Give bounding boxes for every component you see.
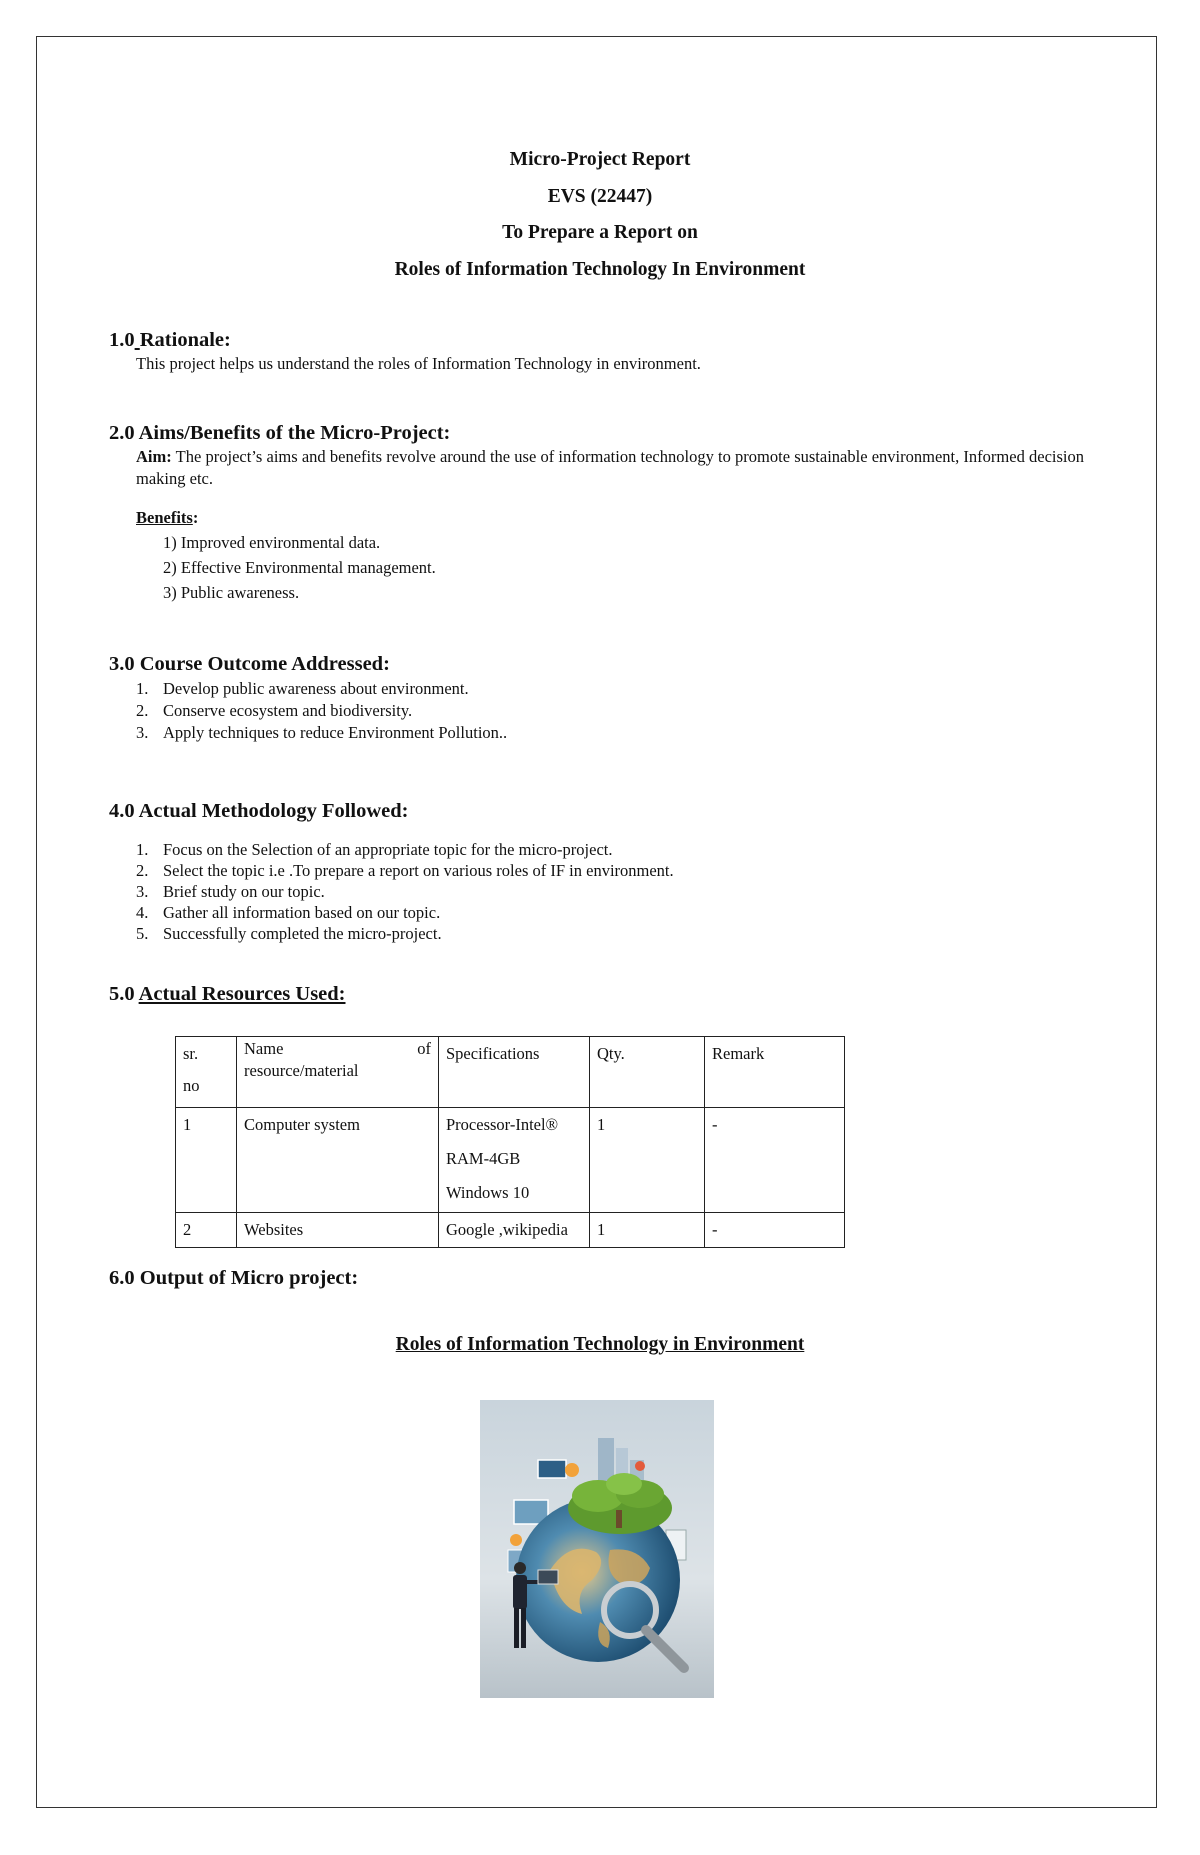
header-name <box>237 1037 439 1108</box>
header-qty-text: Qty. <box>597 1044 625 1063</box>
list-number: 2. <box>136 861 149 880</box>
cell-sr-text: 2 <box>183 1220 192 1239</box>
aim-label: Aim: <box>136 447 172 466</box>
report-topic: Roles of Information Technology In Environment <box>394 258 806 280</box>
header-remark <box>705 1037 845 1108</box>
aim-text: The project’s aims and benefits revolve around the use of information technology to promote sustainable environment, Informed decision making etc. <box>136 447 1084 488</box>
spec-ram: RAM-4GB <box>446 1149 521 1168</box>
header-sr: sr. <box>183 1044 199 1063</box>
list-number: 1. <box>136 840 149 859</box>
methodology-list <box>136 839 674 944</box>
section-1-title: Rationale: <box>139 329 231 351</box>
header-sr-no <box>176 1037 237 1108</box>
header-specifications <box>439 1037 590 1108</box>
list-text: Develop public awareness about environment. <box>163 679 469 698</box>
course-outcome-list <box>136 678 507 744</box>
section-1-number: 1.0 <box>109 329 135 351</box>
list-text: Conserve ecosystem and biodiversity. <box>163 701 413 720</box>
list-item <box>136 902 674 923</box>
cell-specs <box>439 1108 590 1213</box>
cell-sr-text: 1 <box>183 1115 192 1134</box>
section-1-heading <box>109 329 231 352</box>
list-text: Focus on the Selection of an appropriate topic for the micro-project. <box>163 840 613 859</box>
list-item <box>136 881 674 902</box>
benefits-label: Benefits <box>136 508 193 527</box>
list-number: 3. <box>136 882 149 901</box>
list-number: 4. <box>136 903 149 922</box>
list-item <box>136 678 507 700</box>
list-text: Gather all information based on our topic. <box>163 903 441 922</box>
list-text: Apply techniques to reduce Environment Pollution.. <box>163 723 508 742</box>
list-item: 3) Public awareness. <box>163 583 300 602</box>
section-4-heading: 4.0 Actual Methodology Followed: <box>109 800 409 822</box>
report-subtitle: To Prepare a Report on <box>502 222 698 243</box>
benefits-list <box>163 530 436 605</box>
list-text: Brief study on our topic. <box>163 882 325 901</box>
benefits-colon: : <box>192 508 199 527</box>
spec-processor: Processor-Intel® <box>446 1115 559 1134</box>
cell-remark <box>705 1213 845 1248</box>
cell-qty-text: 1 <box>597 1220 606 1239</box>
header-qty <box>590 1037 705 1108</box>
report-title-block <box>0 142 1200 288</box>
list-number: 2. <box>136 701 149 720</box>
header-remark-text: Remark <box>712 1044 765 1063</box>
section-3-heading: 3.0 Course Outcome Addressed: <box>109 653 390 675</box>
header-of-word: of <box>417 1039 431 1058</box>
cell-name <box>237 1213 439 1248</box>
cell-sr <box>176 1108 237 1213</box>
list-text: Successfully completed the micro-project. <box>163 924 442 943</box>
cell-qty <box>590 1213 705 1248</box>
section-5-number: 5.0 <box>109 983 135 1005</box>
table-row <box>176 1213 845 1248</box>
section-2-heading: 2.0 Aims/Benefits of the Micro-Project: <box>109 422 451 444</box>
cell-qty <box>590 1108 705 1213</box>
header-resource-material: resource/material <box>244 1061 359 1080</box>
cell-specs-text: Google ,wikipedia <box>446 1220 568 1239</box>
cell-sr <box>176 1213 237 1248</box>
output-title: Roles of Information Technology in Environment <box>395 1334 805 1355</box>
cell-specs <box>439 1213 590 1248</box>
cell-remark-text: - <box>712 1220 718 1239</box>
header-name-word: Name <box>244 1039 284 1058</box>
list-item <box>136 860 674 881</box>
benefits-heading <box>136 508 198 528</box>
list-item <box>136 722 507 744</box>
list-number: 1. <box>136 679 149 698</box>
list-number: 3. <box>136 723 149 742</box>
cell-remark-text: - <box>712 1115 718 1134</box>
list-text: Select the topic i.e .To prepare a report on various roles of IF in environment. <box>163 861 674 880</box>
section-5-heading <box>109 983 346 1006</box>
header-specs-text: Specifications <box>446 1044 540 1063</box>
list-number: 5. <box>136 924 149 943</box>
cell-name-text: Websites <box>244 1220 304 1239</box>
list-item <box>136 839 674 860</box>
table-header-row <box>176 1037 845 1108</box>
environment-technology-illustration <box>480 1400 714 1698</box>
section-6-heading: 6.0 Output of Micro project: <box>109 1267 359 1289</box>
list-item <box>136 923 674 944</box>
cell-qty-text: 1 <box>597 1115 606 1134</box>
spec-os: Windows 10 <box>446 1183 530 1202</box>
cell-remark <box>705 1108 845 1213</box>
list-item: 1) Improved environmental data. <box>163 533 381 552</box>
list-item <box>136 700 507 722</box>
rationale-text: This project helps us understand the roles of Information Technology in environment. <box>136 354 701 373</box>
resources-table <box>175 1036 845 1248</box>
header-no: no <box>183 1076 200 1095</box>
table-row <box>176 1108 845 1213</box>
section-5-title: Actual Resources Used: <box>138 983 346 1005</box>
cell-name-text: Computer system <box>244 1115 360 1134</box>
cell-name <box>237 1108 439 1213</box>
subject-code: EVS (22447) <box>547 185 653 207</box>
list-item: 2) Effective Environmental management. <box>163 558 436 577</box>
report-title: Micro-Project Report <box>509 149 691 170</box>
aim-paragraph <box>136 446 1084 490</box>
